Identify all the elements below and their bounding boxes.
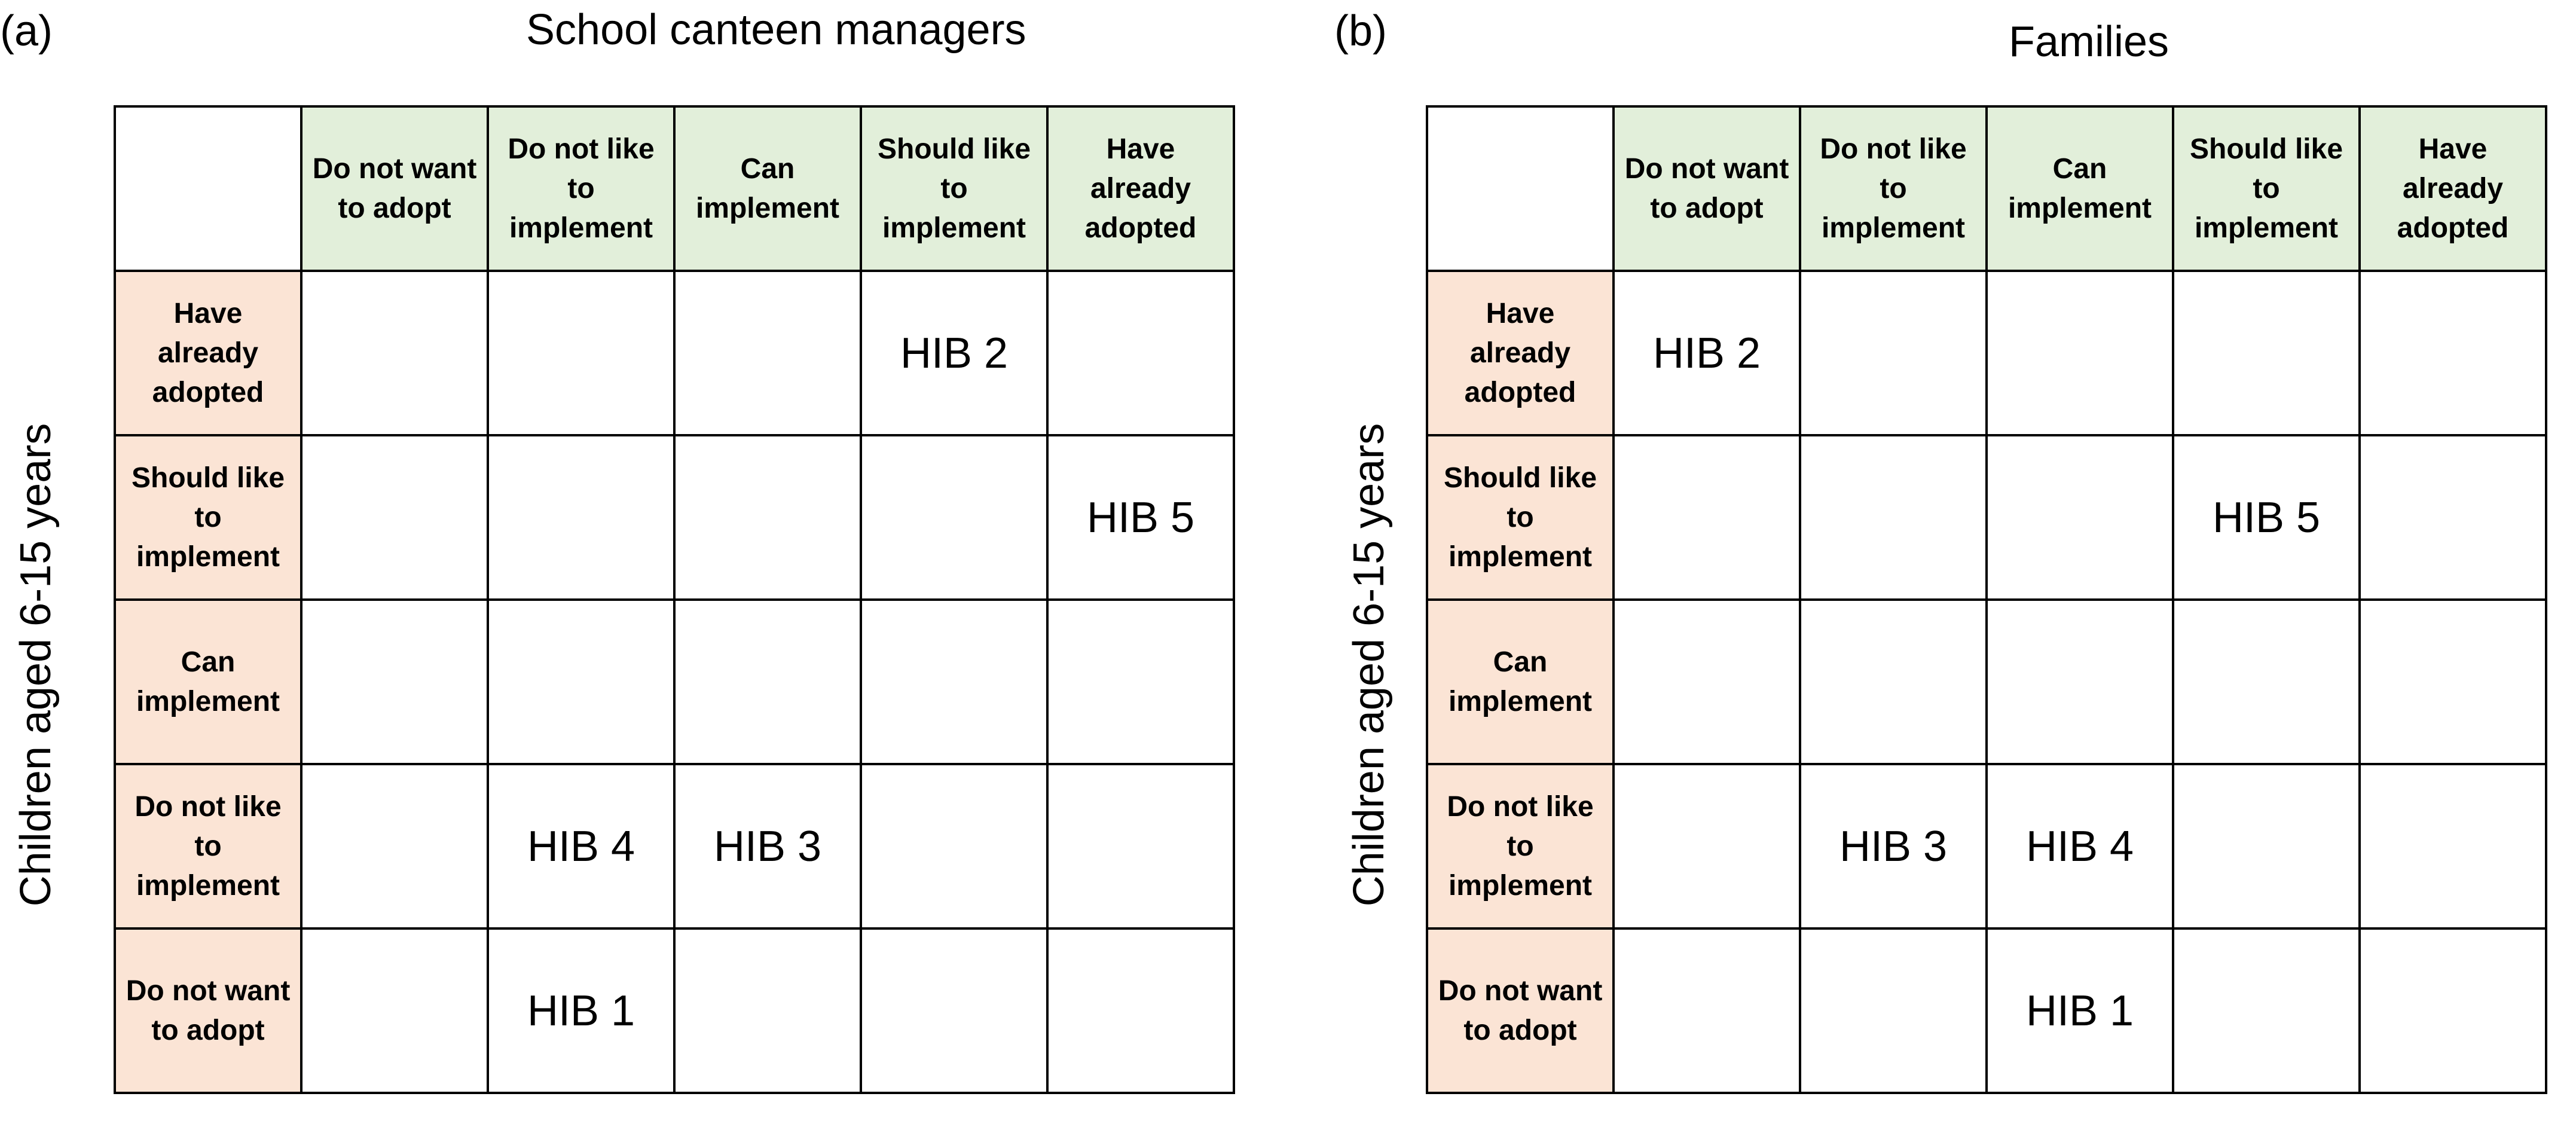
matrix-cell [488, 435, 674, 600]
matrix-row [1427, 600, 2546, 764]
matrix-row [115, 600, 1234, 764]
matrix-row [115, 928, 1234, 1093]
matrix-cell [1800, 271, 1987, 435]
row-header [115, 271, 301, 435]
column-header-label: Should like to implement [2189, 133, 2343, 244]
matrix-cell [1800, 764, 1987, 928]
matrix-cell [674, 764, 861, 928]
row-header-label: Do not want to adopt [126, 975, 291, 1046]
matrix-row [1427, 764, 2546, 928]
row-header [115, 600, 301, 764]
row-header [1427, 928, 1614, 1093]
column-header-label: Do not like to implement [508, 133, 655, 244]
matrix-cell [488, 764, 674, 928]
matrix-cell [2360, 928, 2546, 1093]
matrix-cell [674, 928, 861, 1093]
matrix-cell [2360, 600, 2546, 764]
row-header [1427, 435, 1614, 600]
column-header-label: Do not want to adopt [1624, 152, 1789, 224]
matrix-cell [1987, 271, 2173, 435]
matrix-cell [1614, 435, 1800, 600]
matrix-cell [2173, 435, 2360, 600]
row-header-label: Have already adopted [1464, 297, 1576, 408]
panel-title: School canteen managers [526, 6, 1026, 54]
column-header [674, 106, 861, 271]
row-header-label: Do not want to adopt [1438, 975, 1603, 1046]
panel-label: (b) [1334, 7, 1387, 55]
matrix-cell [2360, 435, 2546, 600]
column-header [1614, 106, 1800, 271]
matrix-cell [301, 600, 488, 764]
matrix-cell [674, 600, 861, 764]
column-header-label: Have already adopted [2397, 133, 2509, 244]
matrix-cell [2173, 271, 2360, 435]
row-header-label: Should like to implement [131, 462, 285, 573]
column-header [488, 106, 674, 271]
matrix-cell [488, 600, 674, 764]
matrix-cell [488, 928, 674, 1093]
cell-value: HIB 4 [2025, 822, 2134, 870]
matrix-cell [1800, 600, 1987, 764]
matrix-cell [1987, 600, 2173, 764]
matrix-cell [301, 271, 488, 435]
matrix-cell [1614, 271, 1800, 435]
row-header-label: Do not like to implement [1447, 790, 1594, 902]
matrix-cell [2173, 764, 2360, 928]
matrix-cell [301, 764, 488, 928]
matrix-cell [861, 928, 1047, 1093]
column-header [1047, 106, 1234, 271]
matrix-cell [674, 271, 861, 435]
cell-value: HIB 3 [713, 822, 822, 870]
matrix-cell [1987, 764, 2173, 928]
matrix-row [1427, 435, 2546, 600]
cell-value: HIB 2 [900, 329, 1009, 377]
matrix-cell [861, 435, 1047, 600]
row-header-label: Can implement [1448, 646, 1593, 717]
matrix-row [1427, 271, 2546, 435]
matrix-cell [1047, 764, 1234, 928]
matrix-cell [1047, 271, 1234, 435]
matrix-cell [861, 600, 1047, 764]
matrix-row [1427, 928, 2546, 1093]
matrix-table [1426, 105, 2547, 1094]
matrix-cell [1800, 928, 1987, 1093]
matrix-cell [2173, 928, 2360, 1093]
column-header-label: Can implement [695, 152, 840, 224]
row-header [115, 435, 301, 600]
matrix-cell [488, 271, 674, 435]
cell-value: HIB 2 [1652, 329, 1761, 377]
matrix-row [115, 435, 1234, 600]
matrix-cell [301, 435, 488, 600]
column-header-label: Can implement [2007, 152, 2152, 224]
column-header [861, 106, 1047, 271]
matrix-cell [1614, 764, 1800, 928]
matrix-cell [2360, 271, 2546, 435]
matrix-table [114, 105, 1235, 1094]
row-header [115, 928, 301, 1093]
matrix-cell [2173, 600, 2360, 764]
panel-b [1315, 0, 2576, 1121]
column-header [301, 106, 488, 271]
cell-value: HIB 5 [2212, 493, 2321, 542]
matrix-cell [674, 435, 861, 600]
cell-value: HIB 4 [527, 822, 635, 870]
matrix-row [115, 764, 1234, 928]
cell-value: HIB 1 [527, 986, 635, 1035]
matrix-cell [861, 271, 1047, 435]
matrix-cell [2360, 764, 2546, 928]
row-header-label: Have already adopted [152, 297, 264, 408]
matrix-cell [1987, 928, 2173, 1093]
row-header-label: Can implement [136, 646, 280, 717]
column-header [2173, 106, 2360, 271]
row-header-label: Do not like to implement [135, 790, 282, 902]
column-header [1987, 106, 2173, 271]
matrix-cell [861, 764, 1047, 928]
row-header [1427, 600, 1614, 764]
column-header [2360, 106, 2546, 271]
matrix-cell [1614, 928, 1800, 1093]
column-header-label: Do not want to adopt [312, 152, 477, 224]
matrix-cell [1614, 600, 1800, 764]
cell-value: HIB 3 [1839, 822, 1948, 870]
column-header-label: Have already adopted [1084, 133, 1197, 244]
cell-value: HIB 5 [1086, 493, 1195, 542]
column-header-label: Should like to implement [877, 133, 1031, 244]
row-header [1427, 764, 1614, 928]
row-header-label: Should like to implement [1443, 462, 1597, 573]
matrix-cell [1987, 435, 2173, 600]
matrix-cell [1047, 435, 1234, 600]
header-row [115, 106, 1234, 271]
panel-title: Families [2009, 18, 2169, 66]
y-axis-label: Children aged 6-15 years [1345, 423, 1393, 907]
column-header [1800, 106, 1987, 271]
cell-value: HIB 1 [2025, 986, 2134, 1035]
matrix-cell [1800, 435, 1987, 600]
y-axis-label: Children aged 6-15 years [12, 423, 60, 907]
row-header [1427, 271, 1614, 435]
column-header-label: Do not like to implement [1820, 133, 1967, 244]
corner-cell [115, 106, 301, 271]
matrix-cell [1047, 600, 1234, 764]
matrix-row [115, 271, 1234, 435]
matrix-cell [301, 928, 488, 1093]
header-row [1427, 106, 2546, 271]
panel-label: (a) [0, 7, 53, 55]
matrix-cell [1047, 928, 1234, 1093]
corner-cell [1427, 106, 1614, 271]
row-header [115, 764, 301, 928]
